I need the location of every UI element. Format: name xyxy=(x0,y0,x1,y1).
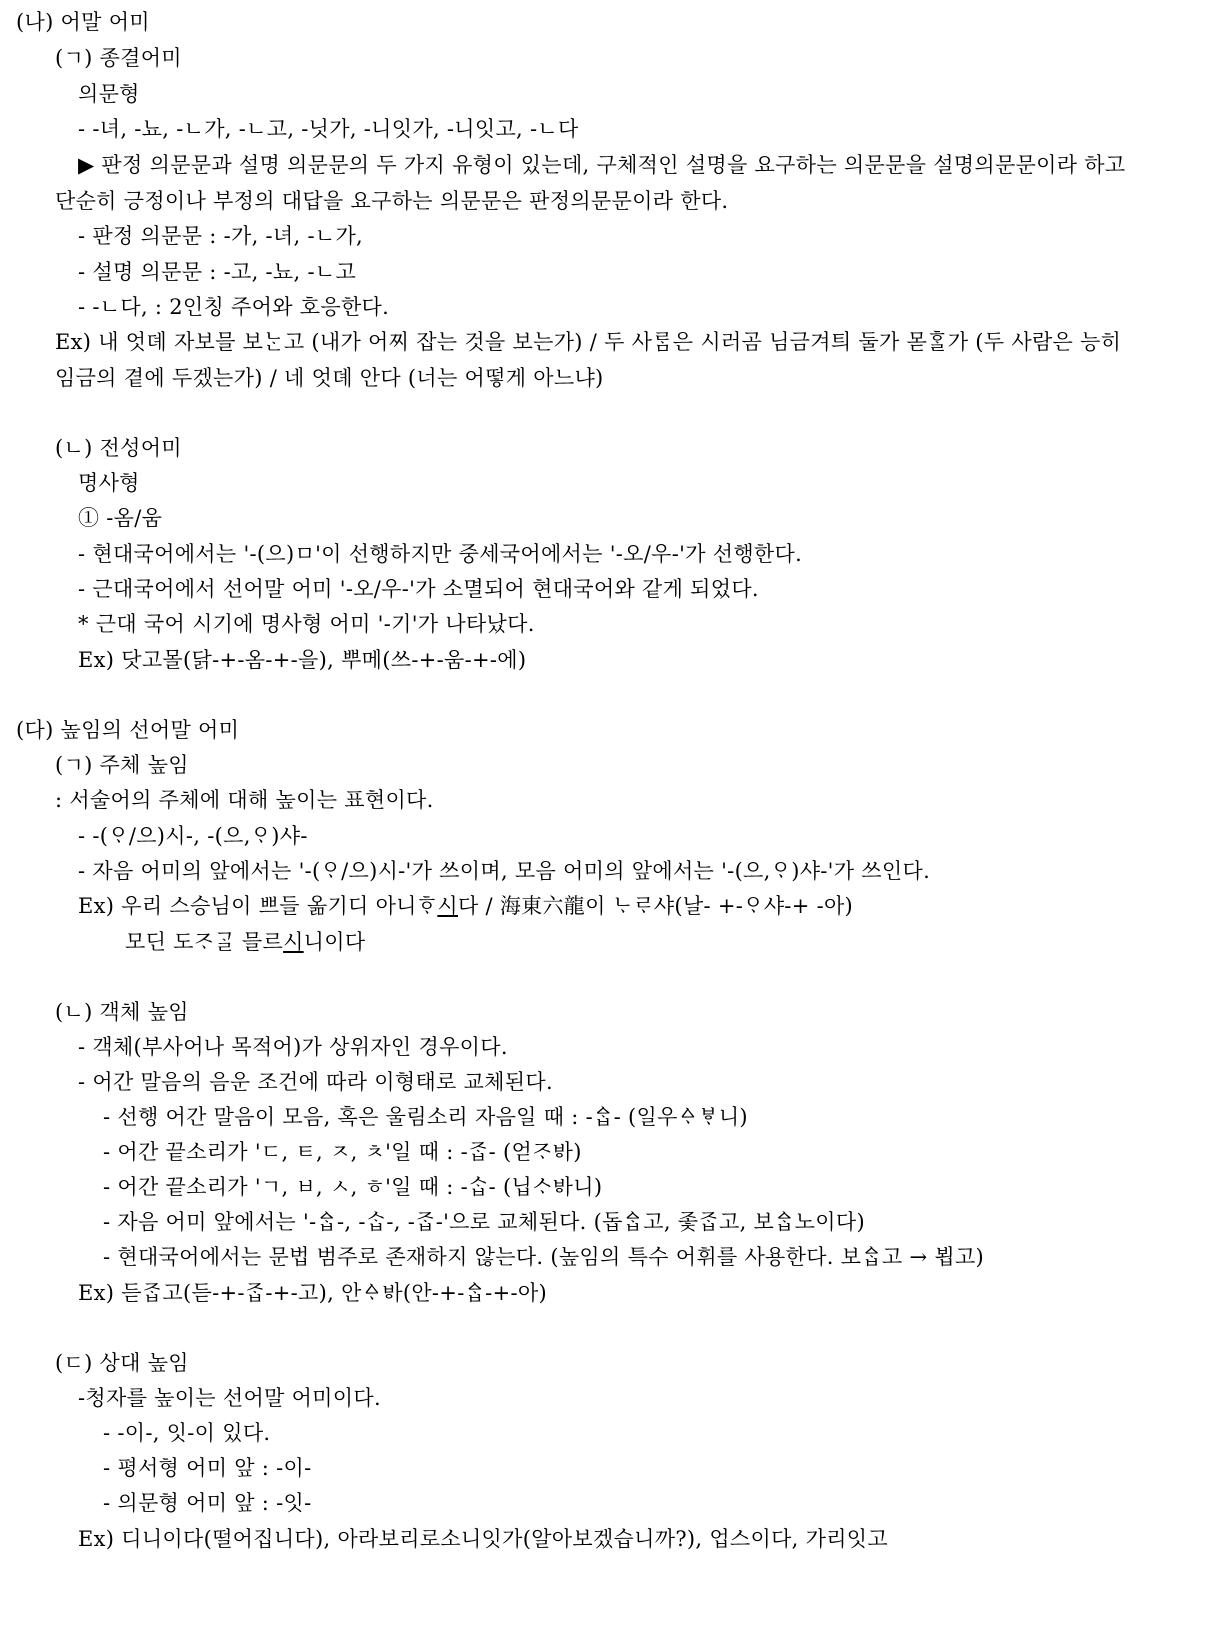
text-line: -청자를 높이는 선어말 어미이다. xyxy=(78,1386,381,1410)
text-line: - 판정 의문문 : -가, -녀, -ㄴ가, xyxy=(78,224,364,248)
label-myeongsahyeong: 명사형 xyxy=(78,471,140,495)
text-line: : 서술어의 주체에 대해 높이는 표현이다. xyxy=(55,788,434,812)
text-line: - 어간 끝소리가 'ㄱ, ㅂ, ㅅ, ㅎ'일 때 : -ᄉᆞᆸ- (닙ᄉᆞᄫᅡ니) xyxy=(103,1175,603,1199)
text-line: - -ㄴ다, : 2인칭 주어와 호응한다. xyxy=(78,295,390,319)
example-line: Ex) 내 엇뎨 자보믈 보ᄂᆞᆫ고 (내가 어찌 잡는 것을 보는가) / 두 사ᄅᆞᆷ은 시러곰 님금겨틔 둘가 몯ᄒᆞᆯ가 (두 사람은 능히 xyxy=(55,330,1122,354)
text-line: - 현대국어에서는 '-(으)ㅁ'이 선행하지만 중세국어에서는 '-오/우-'가 선행한다. xyxy=(78,542,803,566)
example-text: 모딘 도ᄌᆞᄀᆞᆯ 믈르 xyxy=(125,930,284,954)
section-heading-na: (나) 어말 어미 xyxy=(16,10,150,34)
text-line: - -(ᄋᆞ/으)시-, -(으,ᄋᆞ)샤- xyxy=(78,824,308,848)
text-line: - 평서형 어미 앞 : -이- xyxy=(103,1456,312,1480)
text-line: - 근대국어에서 선어말 어미 '-오/우-'가 소멸되어 현대국어와 같게 되었다. xyxy=(78,577,759,601)
subheading-jonggyeol: (ㄱ) 종결어미 xyxy=(55,46,182,70)
label-uimunhyeong: 의문형 xyxy=(78,82,140,106)
text-line: ① -옴/움 xyxy=(78,506,163,530)
example-line: Ex) 듣ᄌᆞᆸ고(듣-+-ᄌᆞᆸ-+-고), 안ᅀᆞᄫᅡ(안-+-ᅀᆞᆸ-+-아) xyxy=(78,1281,547,1305)
subheading-sangdae: (ㄷ) 상대 높임 xyxy=(55,1351,189,1375)
example-line: 임금의 곁에 두겠는가) / 네 엇뎨 안다 (너는 어떻게 아느냐) xyxy=(55,366,604,390)
underlined-honorific: 시 xyxy=(437,894,458,918)
example-line xyxy=(125,928,365,956)
example-text: 니이다 xyxy=(303,930,366,954)
text-line: 단순히 긍정이나 부정의 대답을 요구하는 의문문은 판정의문문이라 한다. xyxy=(55,189,729,213)
example-text: Ex) 우리 스승님이 쁘들 옮기디 아니ᄒᆞ xyxy=(78,894,438,918)
section-heading-da: (다) 높임의 선어말 어미 xyxy=(16,718,240,742)
text-line: - 어간 말음의 음운 조건에 따라 이형태로 교체된다. xyxy=(78,1070,553,1094)
example-line: Ex) 디니이다(떨어집니다), 아라보리로소니잇가(알아보겠습니까?), 업스이다, 가리잇고 xyxy=(78,1527,888,1551)
text-line: * 근대 국어 시기에 명사형 어미 '-기'가 나타났다. xyxy=(78,612,535,636)
subheading-juche: (ㄱ) 주체 높임 xyxy=(55,753,189,777)
example-line: Ex) 닷고몰(닭-+-옴-+-을), 뿌메(쓰-+-움-+-에) xyxy=(78,648,527,672)
text-line: - 자음 어미의 앞에서는 '-(ᄋᆞ/으)시-'가 쓰이며, 모음 어미의 앞에서는 '-(으,ᄋᆞ)샤-'가 쓰인다. xyxy=(78,859,931,883)
example-line xyxy=(78,892,853,920)
text-line: - -이-, 잇-이 있다. xyxy=(103,1421,271,1445)
example-text: 다 / 海東六龍이 ᄂᆞᄅᆞ샤(날- +-ᄋᆞ샤-+ -아) xyxy=(457,894,854,918)
text-line: ▶ 판정 의문문과 설명 의문문의 두 가지 유형이 있는데, 구체적인 설명을 요구하는 의문문을 설명의문문이라 하고 xyxy=(78,153,1126,177)
subheading-jeonseong: (ㄴ) 전성어미 xyxy=(55,436,182,460)
text-line: - 의문형 어미 앞 : -잇- xyxy=(103,1491,312,1515)
text-line: - 설명 의문문 : -고, -뇨, -ㄴ고 xyxy=(78,260,357,284)
text-line: - 현대국어에서는 문법 범주로 존재하지 않는다. (높임의 특수 어휘를 사용한다. 보ᅀᆞᆸ고 → 뵙고) xyxy=(103,1245,985,1269)
text-line: - 선행 어간 말음이 모음, 혹은 울림소리 자음일 때 : -ᅀᆞᆸ- (일우ᅀᆞᄫᆞ니) xyxy=(103,1105,748,1129)
text-line: - 자음 어미 앞에서는 '-ᅀᆞᆸ-, -ᄉᆞᆸ-, -ᄌᆞᆸ-'으로 교체된다. (돕ᅀᆞᆸ고, 좇ᄌᆞᆸ고, 보ᅀᆞᆸ노이다) xyxy=(103,1210,865,1234)
text-line: - 어간 끝소리가 'ㄷ, ㅌ, ㅈ, ㅊ'일 때 : -ᄌᆞᆸ- (얻ᄌᆞᄫᅡ) xyxy=(103,1140,582,1164)
text-line: - -녀, -뇨, -ㄴ가, -ㄴ고, -닛가, -니잇가, -니잇고, -ㄴ다 xyxy=(78,117,579,141)
underlined-honorific: 시 xyxy=(283,930,304,954)
subheading-gaekche: (ㄴ) 객체 높임 xyxy=(55,1000,189,1024)
text-line: - 객체(부사어나 목적어)가 상위자인 경우이다. xyxy=(78,1035,508,1059)
